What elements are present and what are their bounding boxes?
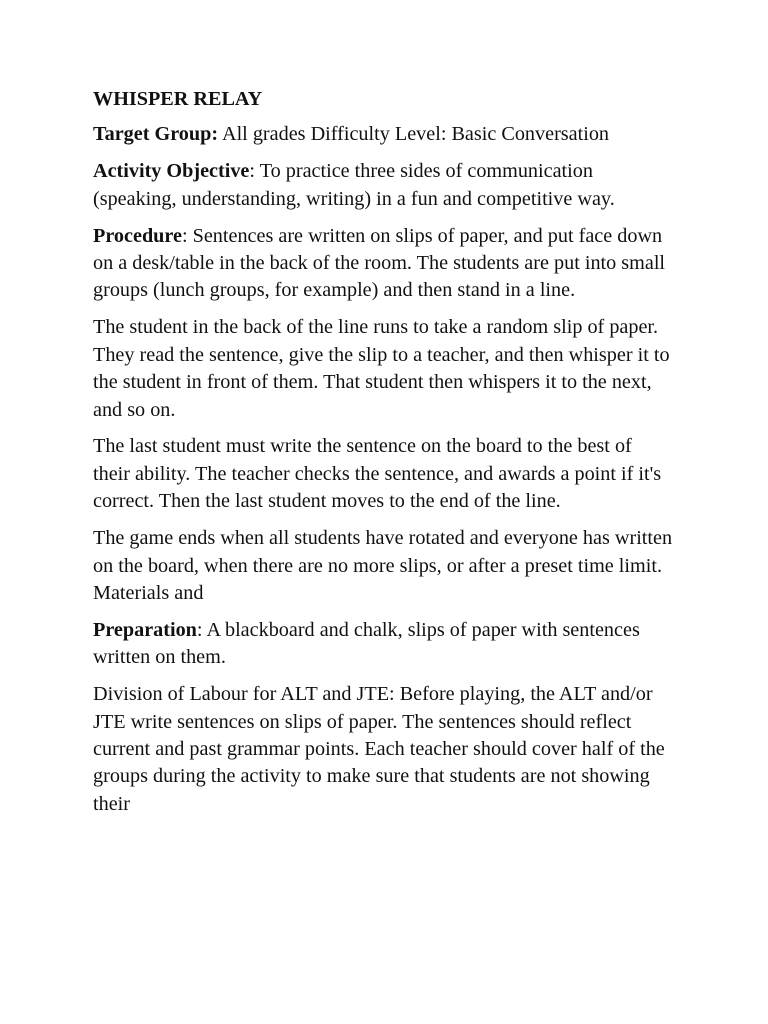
activity-objective-label: Activity Objective <box>93 160 250 183</box>
preparation-label: Preparation <box>93 618 197 641</box>
division-of-labour-paragraph: Division of Labour for ALT and JTE: Before playing, the ALT and/or JTE write sentences on slips of paper. The sentences should reflect current and past grammar points. Each teacher should cover half of the groups during the activity to make sure that students are not showing their <box>93 683 665 815</box>
procedure-text: : Sentences are written on slips of paper, and put face down on a desk/table in the back of the room. The students are put into small groups (lunch groups, for example) and then stand in a line. <box>93 224 666 302</box>
body-paragraph-3: The game ends when all students have rotated and everyone has written on the board, when there are no more slips, or after a preset time limit. Materials and <box>93 527 673 604</box>
target-group-text: All grades Difficulty Level: Basic Conversation <box>218 123 610 146</box>
target-group-label: Target Group: <box>93 123 219 146</box>
activity-objective-paragraph <box>93 158 673 213</box>
body-paragraph-2: The last student must write the sentence on the board to the best of their ability. The teacher checks the sentence, and awards a point if it's correct. Then the last student moves to the end of the line. <box>93 435 662 513</box>
document-title: WHISPER RELAY <box>93 88 263 110</box>
procedure-paragraph <box>93 223 673 305</box>
target-group-paragraph <box>93 121 673 148</box>
preparation-text: : A blackboard and chalk, slips of paper with sentences written on them. <box>93 618 640 669</box>
body-paragraph-1: The student in the back of the line runs to take a random slip of paper. They read the sentence, give the slip to a teacher, and then whisper it to the student in front of them. That student then whispers it to the next, and so on. <box>93 316 670 421</box>
document-page <box>93 86 673 828</box>
preparation-paragraph <box>93 617 673 672</box>
activity-objective-text: : To practice three sides of communication (speaking, understanding, writing) in a fun and competitive way. <box>93 160 615 210</box>
procedure-label: Procedure <box>93 224 182 247</box>
